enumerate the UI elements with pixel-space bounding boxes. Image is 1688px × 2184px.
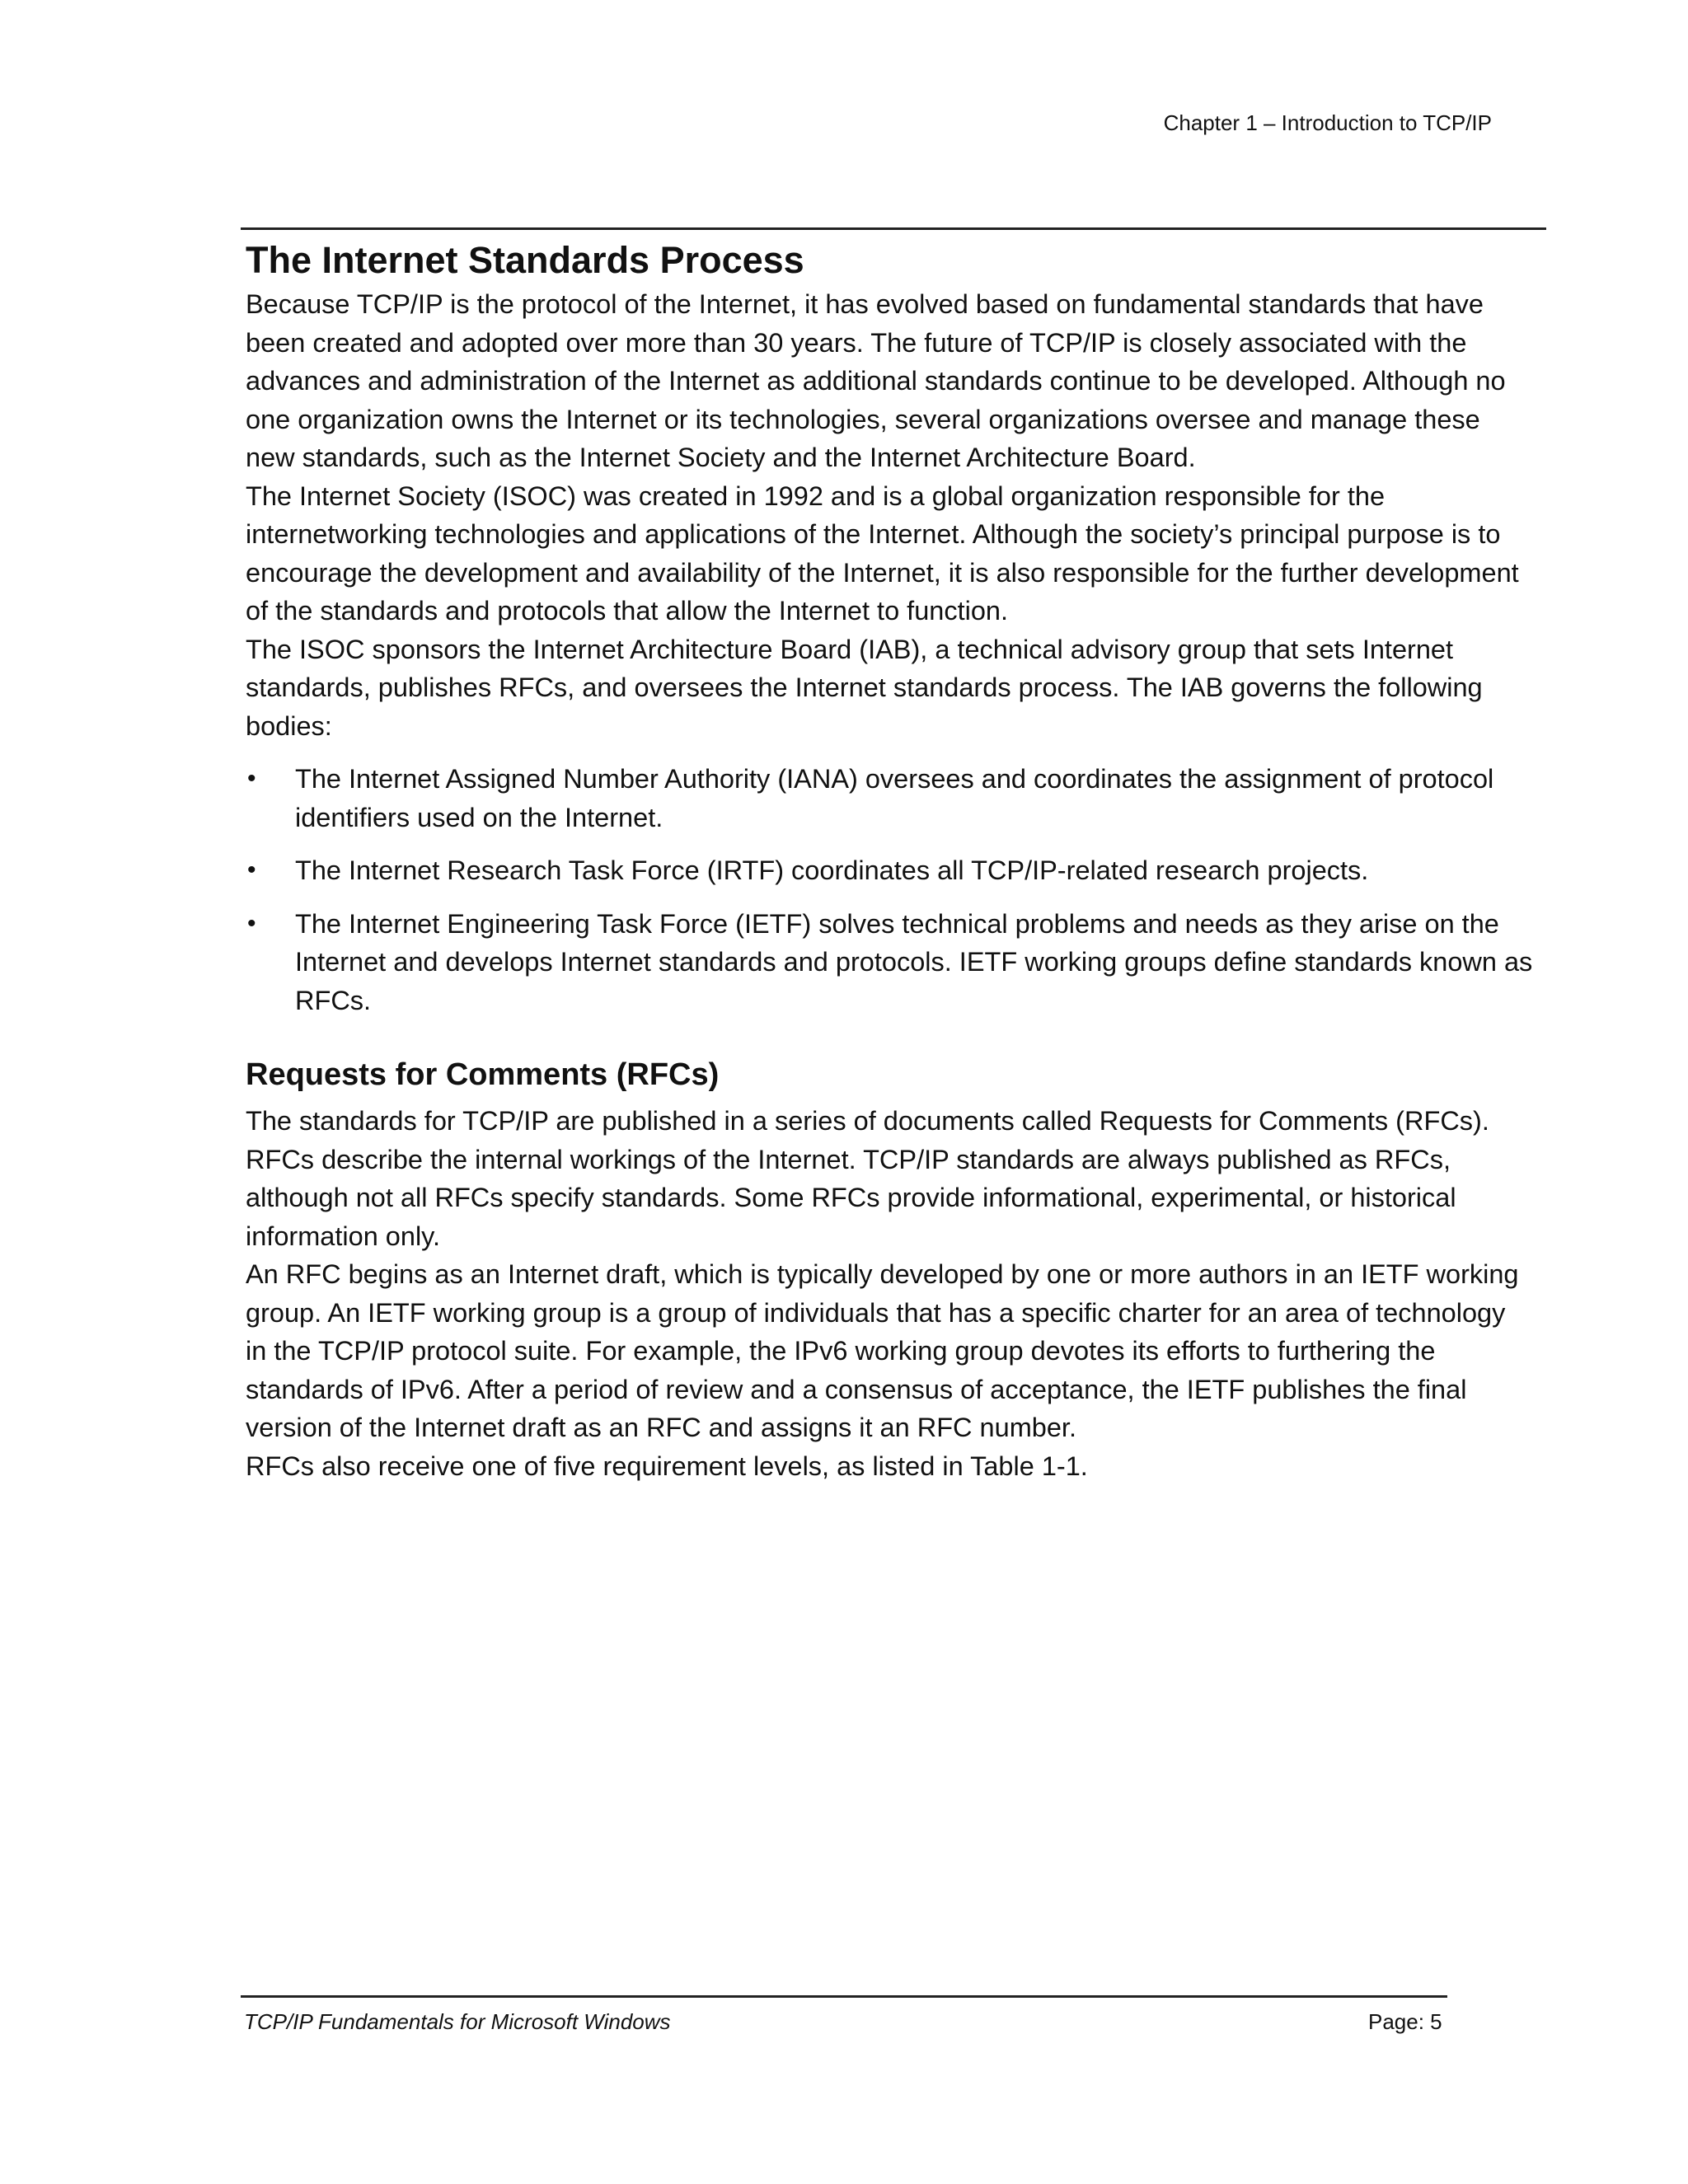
list-item bbox=[246, 851, 1564, 890]
paragraph: Because TCP/IP is the protocol of the Internet, it has evolved based on fundamental standards that have been created and adopted over more than 30 years. The future of TCP/IP is closely associated with the advances and administration of the Internet as additional standards continue to be developed. Although no one organization owns the Internet or its technologies, several organizations oversee and manage these new standards, such as the Internet Society and the Internet Architecture Board. bbox=[246, 289, 1506, 472]
main-content bbox=[246, 232, 1531, 1485]
subsection-title: Requests for Comments (RFCs) bbox=[246, 1057, 720, 1092]
list-item-text: The Internet Engineering Task Force (IETF) solves technical problems and needs as they arise on the Internet and develops Internet standards and protocols. IETF working groups define standards known as RFCs. bbox=[295, 908, 1533, 1015]
list-item bbox=[246, 760, 1564, 837]
page-number: Page: 5 bbox=[1368, 2009, 1442, 2034]
list-item-text: The Internet Assigned Number Authority (IANA) oversees and coordinates the assignment of protocol identifiers used on the Internet. bbox=[295, 764, 1494, 832]
paragraph: The standards for TCP/IP are published in a series of documents called Requests for Comments (RFCs). RFCs describe the internal workings of the Internet. TCP/IP standards are always published as RFCs, although not all RFCs specify standards. Some RFCs provide informational, experimental, or historical information only. bbox=[246, 1106, 1489, 1251]
list-item bbox=[246, 905, 1564, 1020]
section-title: The Internet Standards Process bbox=[246, 239, 804, 281]
header-rule bbox=[241, 227, 1546, 230]
running-header: Chapter 1 – Introduction to TCP/IP bbox=[1163, 110, 1492, 135]
list-item-text: The Internet Research Task Force (IRTF) coordinates all TCP/IP-related research projects. bbox=[295, 855, 1369, 885]
footer-book-title: TCP/IP Fundamentals for Microsoft Windows bbox=[244, 2009, 671, 2034]
governed-bodies-list bbox=[246, 760, 1531, 1019]
paragraph: An RFC begins as an Internet draft, which is typically developed by one or more authors in an IETF working group. An IETF working group is a group of individuals that has a specific charter for an area of technology in the TCP/IP protocol suite. For example, the IPv6 working group devotes its efforts to furthering the standards of IPv6. After a period of review and a consensus of acceptance, the IETF publishes the final version of the Internet draft as an RFC and assigns it an RFC number. bbox=[246, 1259, 1519, 1442]
bullet-icon: • bbox=[247, 909, 256, 937]
paragraph: The ISOC sponsors the Internet Architecture Board (IAB), a technical advisory group that sets Internet standards, publishes RFCs, and oversees the Internet standards process. The IAB governs the following bodies: bbox=[246, 634, 1483, 741]
footer-rule bbox=[241, 1995, 1447, 1998]
paragraph: The Internet Society (ISOC) was created in 1992 and is a global organization responsible for the internetworking technologies and applications of the Internet. Although the society’s principal purpose is to encourage the development and availability of the Internet, it is also responsible for the further development of the standards and protocols that allow the Internet to function. bbox=[246, 480, 1519, 626]
bullet-icon: • bbox=[247, 765, 256, 792]
paragraph: RFCs also receive one of five requirement levels, as listed in Table 1-1. bbox=[246, 1451, 1088, 1481]
bullet-icon: • bbox=[247, 856, 256, 883]
